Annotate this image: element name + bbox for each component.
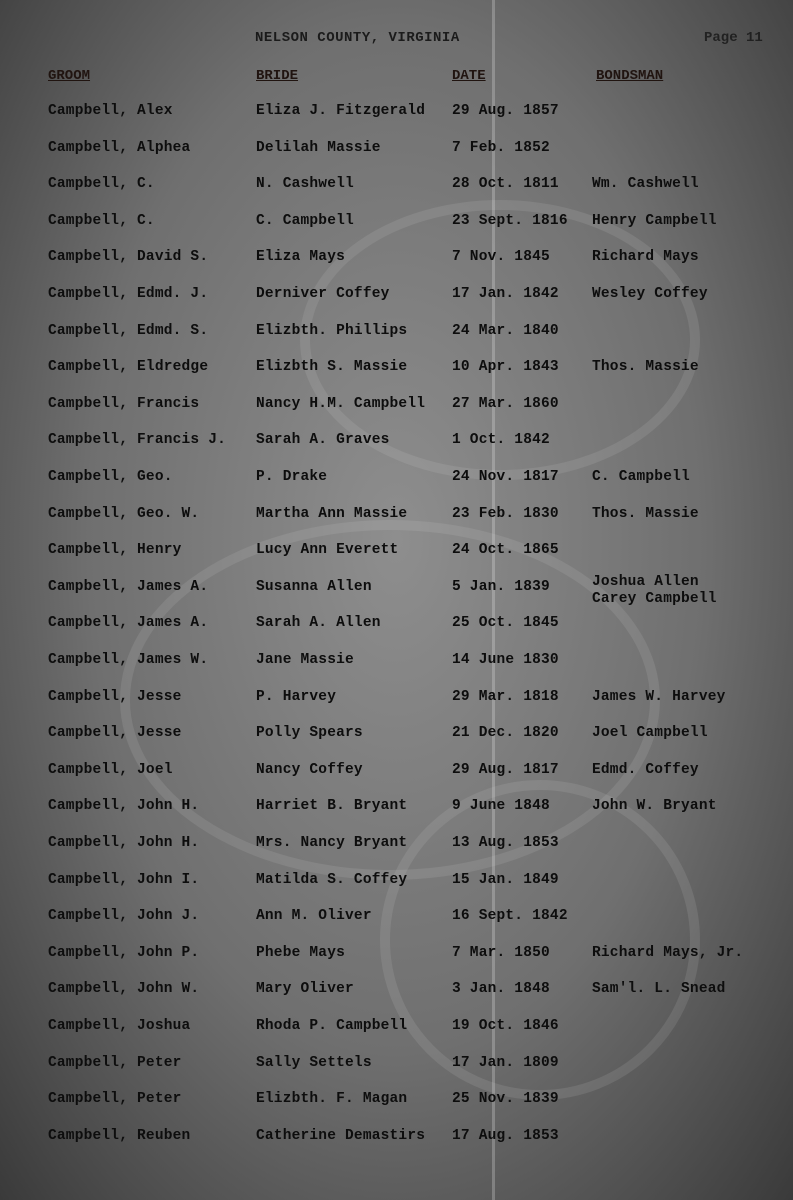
table-row <box>0 1091 793 1121</box>
date-cell: 14 June 1830 <box>452 652 559 668</box>
groom-cell: Campbell, John I. <box>48 871 200 888</box>
bride-cell: Nancy Coffey <box>256 761 363 778</box>
bondsman-cell: Henry Campbell <box>592 212 717 229</box>
date-cell: 7 Mar. 1850 <box>452 944 550 961</box>
date-cell: 24 Nov. 1817 <box>452 469 559 485</box>
table-row <box>0 835 793 865</box>
table-row <box>0 945 793 975</box>
table-row <box>0 213 793 243</box>
date-cell: 16 Sept. 1842 <box>452 908 568 925</box>
date-cell: 15 Jan. 1849 <box>452 871 559 888</box>
groom-cell: Campbell, C. <box>48 176 155 193</box>
column-header-bride: BRIDE <box>256 68 299 84</box>
date-cell: 9 June 1848 <box>452 798 550 815</box>
bride-cell: Catherine Demastirs <box>256 1127 426 1144</box>
bondsman-cell: Joshua Allen <box>592 573 699 590</box>
bride-cell: Eliza Mays <box>256 249 346 266</box>
table-row <box>0 1128 793 1158</box>
groom-cell: Campbell, Alphea <box>48 139 191 156</box>
groom-cell: Campbell, David S. <box>48 249 209 266</box>
bondsman-cell: Sam'l. L. Snead <box>592 981 726 998</box>
groom-cell: Campbell, Reuben <box>48 1127 191 1144</box>
column-header-groom: GROOM <box>48 68 91 84</box>
groom-cell: Campbell, John W. <box>48 981 200 998</box>
bondsman-cell: Richard Mays, Jr. <box>592 944 744 961</box>
bride-cell: Martha Ann Massie <box>256 505 408 522</box>
bride-cell: Elizbth S. Massie <box>256 359 408 376</box>
table-row <box>0 652 793 682</box>
table-row <box>0 798 793 828</box>
date-cell: 17 Jan. 1809 <box>452 1054 559 1071</box>
groom-cell: Campbell, James A. <box>48 615 209 632</box>
bride-cell: Harriet B. Bryant <box>256 798 408 815</box>
date-cell: 29 Aug. 1817 <box>452 761 559 778</box>
date-cell: 24 Mar. 1840 <box>452 322 559 339</box>
bondsman-cell: C. Campbell <box>592 469 690 485</box>
groom-cell: Campbell, John H. <box>48 798 200 815</box>
bondsman-cell: Edmd. Coffey <box>592 761 699 778</box>
table-row <box>0 432 793 462</box>
bride-cell: Phebe Mays <box>256 944 346 961</box>
bride-cell: Matilda S. Coffey <box>256 871 408 888</box>
page-number: Page 11 <box>704 30 763 46</box>
date-cell: 23 Feb. 1830 <box>452 505 559 522</box>
date-cell: 29 Aug. 1857 <box>452 103 559 119</box>
table-row <box>0 176 793 206</box>
date-cell: 13 Aug. 1853 <box>452 835 559 851</box>
table-row <box>0 908 793 938</box>
table-row <box>0 103 793 133</box>
bride-cell: N. Cashwell <box>256 176 354 193</box>
groom-cell: Campbell, Peter <box>48 1054 182 1071</box>
table-row <box>0 689 793 719</box>
bondsman-cell: Joel Campbell <box>592 725 708 742</box>
table-row <box>0 573 793 609</box>
date-cell: 24 Oct. 1865 <box>452 542 559 559</box>
table-row <box>0 615 793 645</box>
bride-cell: Sarah A. Allen <box>256 615 381 632</box>
bondsman-cell: Thos. Massie <box>592 505 699 522</box>
date-cell: 27 Mar. 1860 <box>452 395 559 412</box>
column-header-date: DATE <box>452 68 486 84</box>
groom-cell: Campbell, C. <box>48 212 155 229</box>
bondsman-cell: Wesley Coffey <box>592 286 708 302</box>
bondsman-cell: Richard Mays <box>592 249 699 266</box>
date-cell: 25 Nov. 1839 <box>452 1091 559 1108</box>
bride-cell: Elizbth. Phillips <box>256 322 408 339</box>
groom-cell: Campbell, Jesse <box>48 725 182 742</box>
bride-cell: Mrs. Nancy Bryant <box>256 835 408 851</box>
table-row <box>0 542 793 572</box>
table-row <box>0 762 793 792</box>
groom-cell: Campbell, Eldredge <box>48 359 209 376</box>
bride-cell: P. Drake <box>256 469 328 485</box>
table-row <box>0 323 793 353</box>
table-row <box>0 506 793 536</box>
bride-cell: Sally Settels <box>256 1054 372 1071</box>
groom-cell: Campbell, John H. <box>48 835 200 851</box>
bondsman-cell: John W. Bryant <box>592 798 717 815</box>
date-cell: 19 Oct. 1846 <box>452 1018 559 1034</box>
date-cell: 3 Jan. 1848 <box>452 981 550 998</box>
table-row <box>0 981 793 1011</box>
groom-cell: Campbell, Peter <box>48 1091 182 1108</box>
table-row <box>0 872 793 902</box>
groom-cell: Campbell, Henry <box>48 542 182 559</box>
table-row <box>0 1018 793 1048</box>
date-cell: 17 Jan. 1842 <box>452 286 559 302</box>
bride-cell: Susanna Allen <box>256 578 372 595</box>
bride-cell: P. Harvey <box>256 688 337 705</box>
date-cell: 21 Dec. 1820 <box>452 725 559 742</box>
page-title: NELSON COUNTY, VIRGINIA <box>255 30 460 46</box>
groom-cell: Campbell, Francis <box>48 395 200 412</box>
groom-cell: Campbell, James W. <box>48 652 209 668</box>
table-row <box>0 396 793 426</box>
bride-cell: Derniver Coffey <box>256 286 390 302</box>
groom-cell: Campbell, Alex <box>48 103 173 119</box>
groom-cell: Campbell, John J. <box>48 908 200 925</box>
date-cell: 28 Oct. 1811 <box>452 176 559 193</box>
bondsman-cell: Thos. Massie <box>592 359 699 376</box>
bride-cell: Sarah A. Graves <box>256 432 390 449</box>
groom-cell: Campbell, Joshua <box>48 1018 191 1034</box>
table-row <box>0 140 793 170</box>
date-cell: 17 Aug. 1853 <box>452 1127 559 1144</box>
groom-cell: Campbell, Edmd. S. <box>48 322 209 339</box>
bride-cell: Lucy Ann Everett <box>256 542 399 559</box>
table-row <box>0 286 793 316</box>
date-cell: 25 Oct. 1845 <box>452 615 559 632</box>
groom-cell: Campbell, Joel <box>48 761 173 778</box>
bride-cell: C. Campbell <box>256 212 354 229</box>
bondsman-cell: James W. Harvey <box>592 688 726 705</box>
bondsman-cell: Wm. Cashwell <box>592 176 699 193</box>
groom-cell: Campbell, John P. <box>48 944 200 961</box>
table-row <box>0 249 793 279</box>
date-cell: 23 Sept. 1816 <box>452 212 568 229</box>
date-cell: 1 Oct. 1842 <box>452 432 550 449</box>
table-row <box>0 1055 793 1085</box>
date-cell: 7 Nov. 1845 <box>452 249 550 266</box>
date-cell: 7 Feb. 1852 <box>452 139 550 156</box>
table-row <box>0 725 793 755</box>
date-cell: 10 Apr. 1843 <box>452 359 559 376</box>
bride-cell: Jane Massie <box>256 652 354 668</box>
date-cell: 29 Mar. 1818 <box>452 688 559 705</box>
bride-cell: Nancy H.M. Campbell <box>256 395 426 412</box>
bride-cell: Polly Spears <box>256 725 363 742</box>
table-row <box>0 469 793 499</box>
groom-cell: Campbell, Edmd. J. <box>48 286 209 302</box>
bride-cell: Ann M. Oliver <box>256 908 372 925</box>
bride-cell: Rhoda P. Campbell <box>256 1018 408 1034</box>
groom-cell: Campbell, James A. <box>48 578 209 595</box>
column-header-bondsman: BONDSMAN <box>596 68 664 84</box>
date-cell: 5 Jan. 1839 <box>452 578 550 595</box>
groom-cell: Campbell, Geo. <box>48 469 173 485</box>
bride-cell: Elizbth. F. Magan <box>256 1091 408 1108</box>
bondsman-cell: Carey Campbell <box>592 590 717 607</box>
bride-cell: Delilah Massie <box>256 139 381 156</box>
table-row <box>0 359 793 389</box>
groom-cell: Campbell, Francis J. <box>48 432 227 449</box>
groom-cell: Campbell, Geo. W. <box>48 505 200 522</box>
bride-cell: Eliza J. Fitzgerald <box>256 103 426 119</box>
groom-cell: Campbell, Jesse <box>48 688 182 705</box>
bride-cell: Mary Oliver <box>256 981 354 998</box>
